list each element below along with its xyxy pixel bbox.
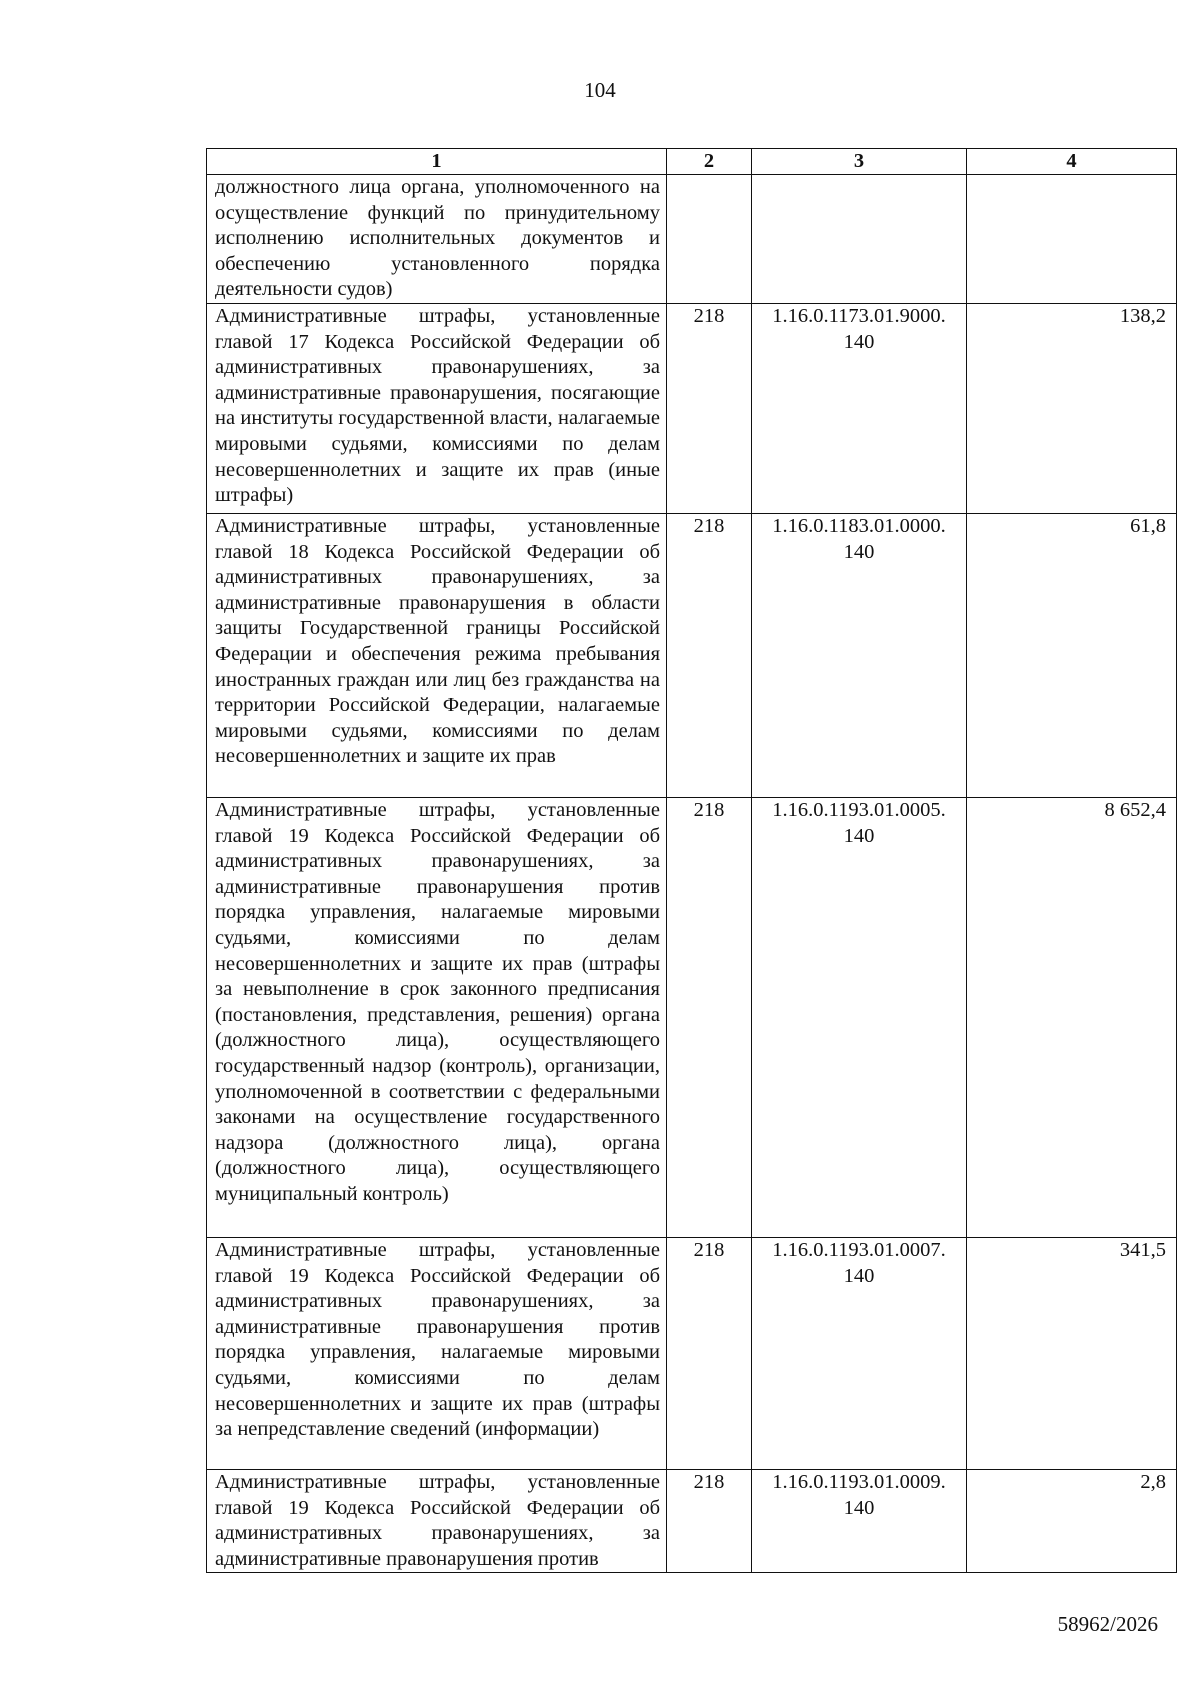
row-description: Административные штрафы, установленные главой 19 Кодекса Российской Федерации об административных правонарушениях, за административные правонарушения против порядка управления, налагаемые мировыми судьями, комиссиями по делам несовершеннолетних и защите их прав (штрафы за непредставление сведений (информации)	[207, 1237, 667, 1469]
row-amount: 138,2	[967, 303, 1177, 513]
document-registration-number: 58962/2026	[1057, 1612, 1158, 1636]
column-header-4: 4	[967, 149, 1177, 175]
budget-code-main: 1.16.0.1183.01.0000.	[772, 514, 946, 537]
table-row	[207, 797, 1177, 1237]
table-row	[207, 303, 1177, 513]
row-description: Административные штрафы, установленные главой 18 Кодекса Российской Федерации об административных правонарушениях, за административные правонарушения в области защиты Государственной границы Российской Федерации и обеспечения режима пребывания иностранных граждан или лиц без гражданства на территории Российской Федерации, налагаемые мировыми судьями, комиссиями по делам несовершеннолетних и защите их прав	[207, 513, 667, 797]
page-number: 104	[584, 78, 616, 102]
row-admin-code: 218	[667, 513, 752, 797]
budget-code-suffix: 140	[843, 540, 875, 563]
row-admin-code	[667, 175, 752, 304]
budget-code-suffix: 140	[843, 1264, 875, 1287]
table-row	[207, 175, 1177, 304]
row-admin-code: 218	[667, 797, 752, 1237]
budget-code-main: 1.16.0.1173.01.9000.	[772, 304, 946, 327]
column-header-3: 3	[752, 149, 967, 175]
row-amount: 2,8	[967, 1469, 1177, 1572]
budget-code-main: 1.16.0.1193.01.0009.	[772, 1470, 946, 1493]
row-budget-code	[752, 513, 967, 797]
row-amount: 8 652,4	[967, 797, 1177, 1237]
row-amount: 61,8	[967, 513, 1177, 797]
row-admin-code: 218	[667, 303, 752, 513]
revenue-table	[206, 148, 1177, 1573]
row-amount: 341,5	[967, 1237, 1177, 1469]
row-budget-code	[752, 1469, 967, 1572]
table-row	[207, 1237, 1177, 1469]
table-header-row	[207, 149, 1177, 175]
row-description: Административные штрафы, установленные главой 19 Кодекса Российской Федерации об административных правонарушениях, за административные правонарушения против порядка управления, налагаемые мировыми судьями, комиссиями по делам несовершеннолетних и защите их прав (штрафы за невыполнение в срок законного предписания (постановления, представления, решения) органа (должностного лица), осуществляющего государственный надзор (контроль), организации, уполномоченной в соответствии с федеральными законами на осуществление государственного надзора (должностного лица), органа (должностного лица), осуществляющего муниципальный контроль)	[207, 797, 667, 1237]
table-row	[207, 1469, 1177, 1572]
budget-code-main: 1.16.0.1193.01.0007.	[772, 1238, 946, 1261]
row-amount	[967, 175, 1177, 304]
row-budget-code	[752, 797, 967, 1237]
row-description: Административные штрафы, установленные главой 19 Кодекса Российской Федерации об административных правонарушениях, за административные правонарушения против	[207, 1469, 667, 1572]
budget-code-suffix: 140	[843, 824, 875, 847]
row-admin-code: 218	[667, 1469, 752, 1572]
row-budget-code	[752, 175, 967, 304]
table-row	[207, 513, 1177, 797]
column-header-1: 1	[207, 149, 667, 175]
column-header-2: 2	[667, 149, 752, 175]
row-admin-code: 218	[667, 1237, 752, 1469]
budget-code-main: 1.16.0.1193.01.0005.	[772, 798, 946, 821]
row-budget-code	[752, 303, 967, 513]
row-budget-code	[752, 1237, 967, 1469]
row-description: должностного лица органа, уполномоченного на осуществление функций по принудительному исполнению исполнительных документов и обеспечению установленного порядка деятельности судов)	[207, 175, 667, 304]
budget-code-suffix: 140	[843, 1496, 875, 1519]
budget-code-suffix: 140	[843, 330, 875, 353]
row-description: Административные штрафы, установленные главой 17 Кодекса Российской Федерации об административных правонарушениях, за административные правонарушения, посягающие на институты государственной власти, налагаемые мировыми судьями, комиссиями по делам несовершеннолетних и защите их прав (иные штрафы)	[207, 303, 667, 513]
